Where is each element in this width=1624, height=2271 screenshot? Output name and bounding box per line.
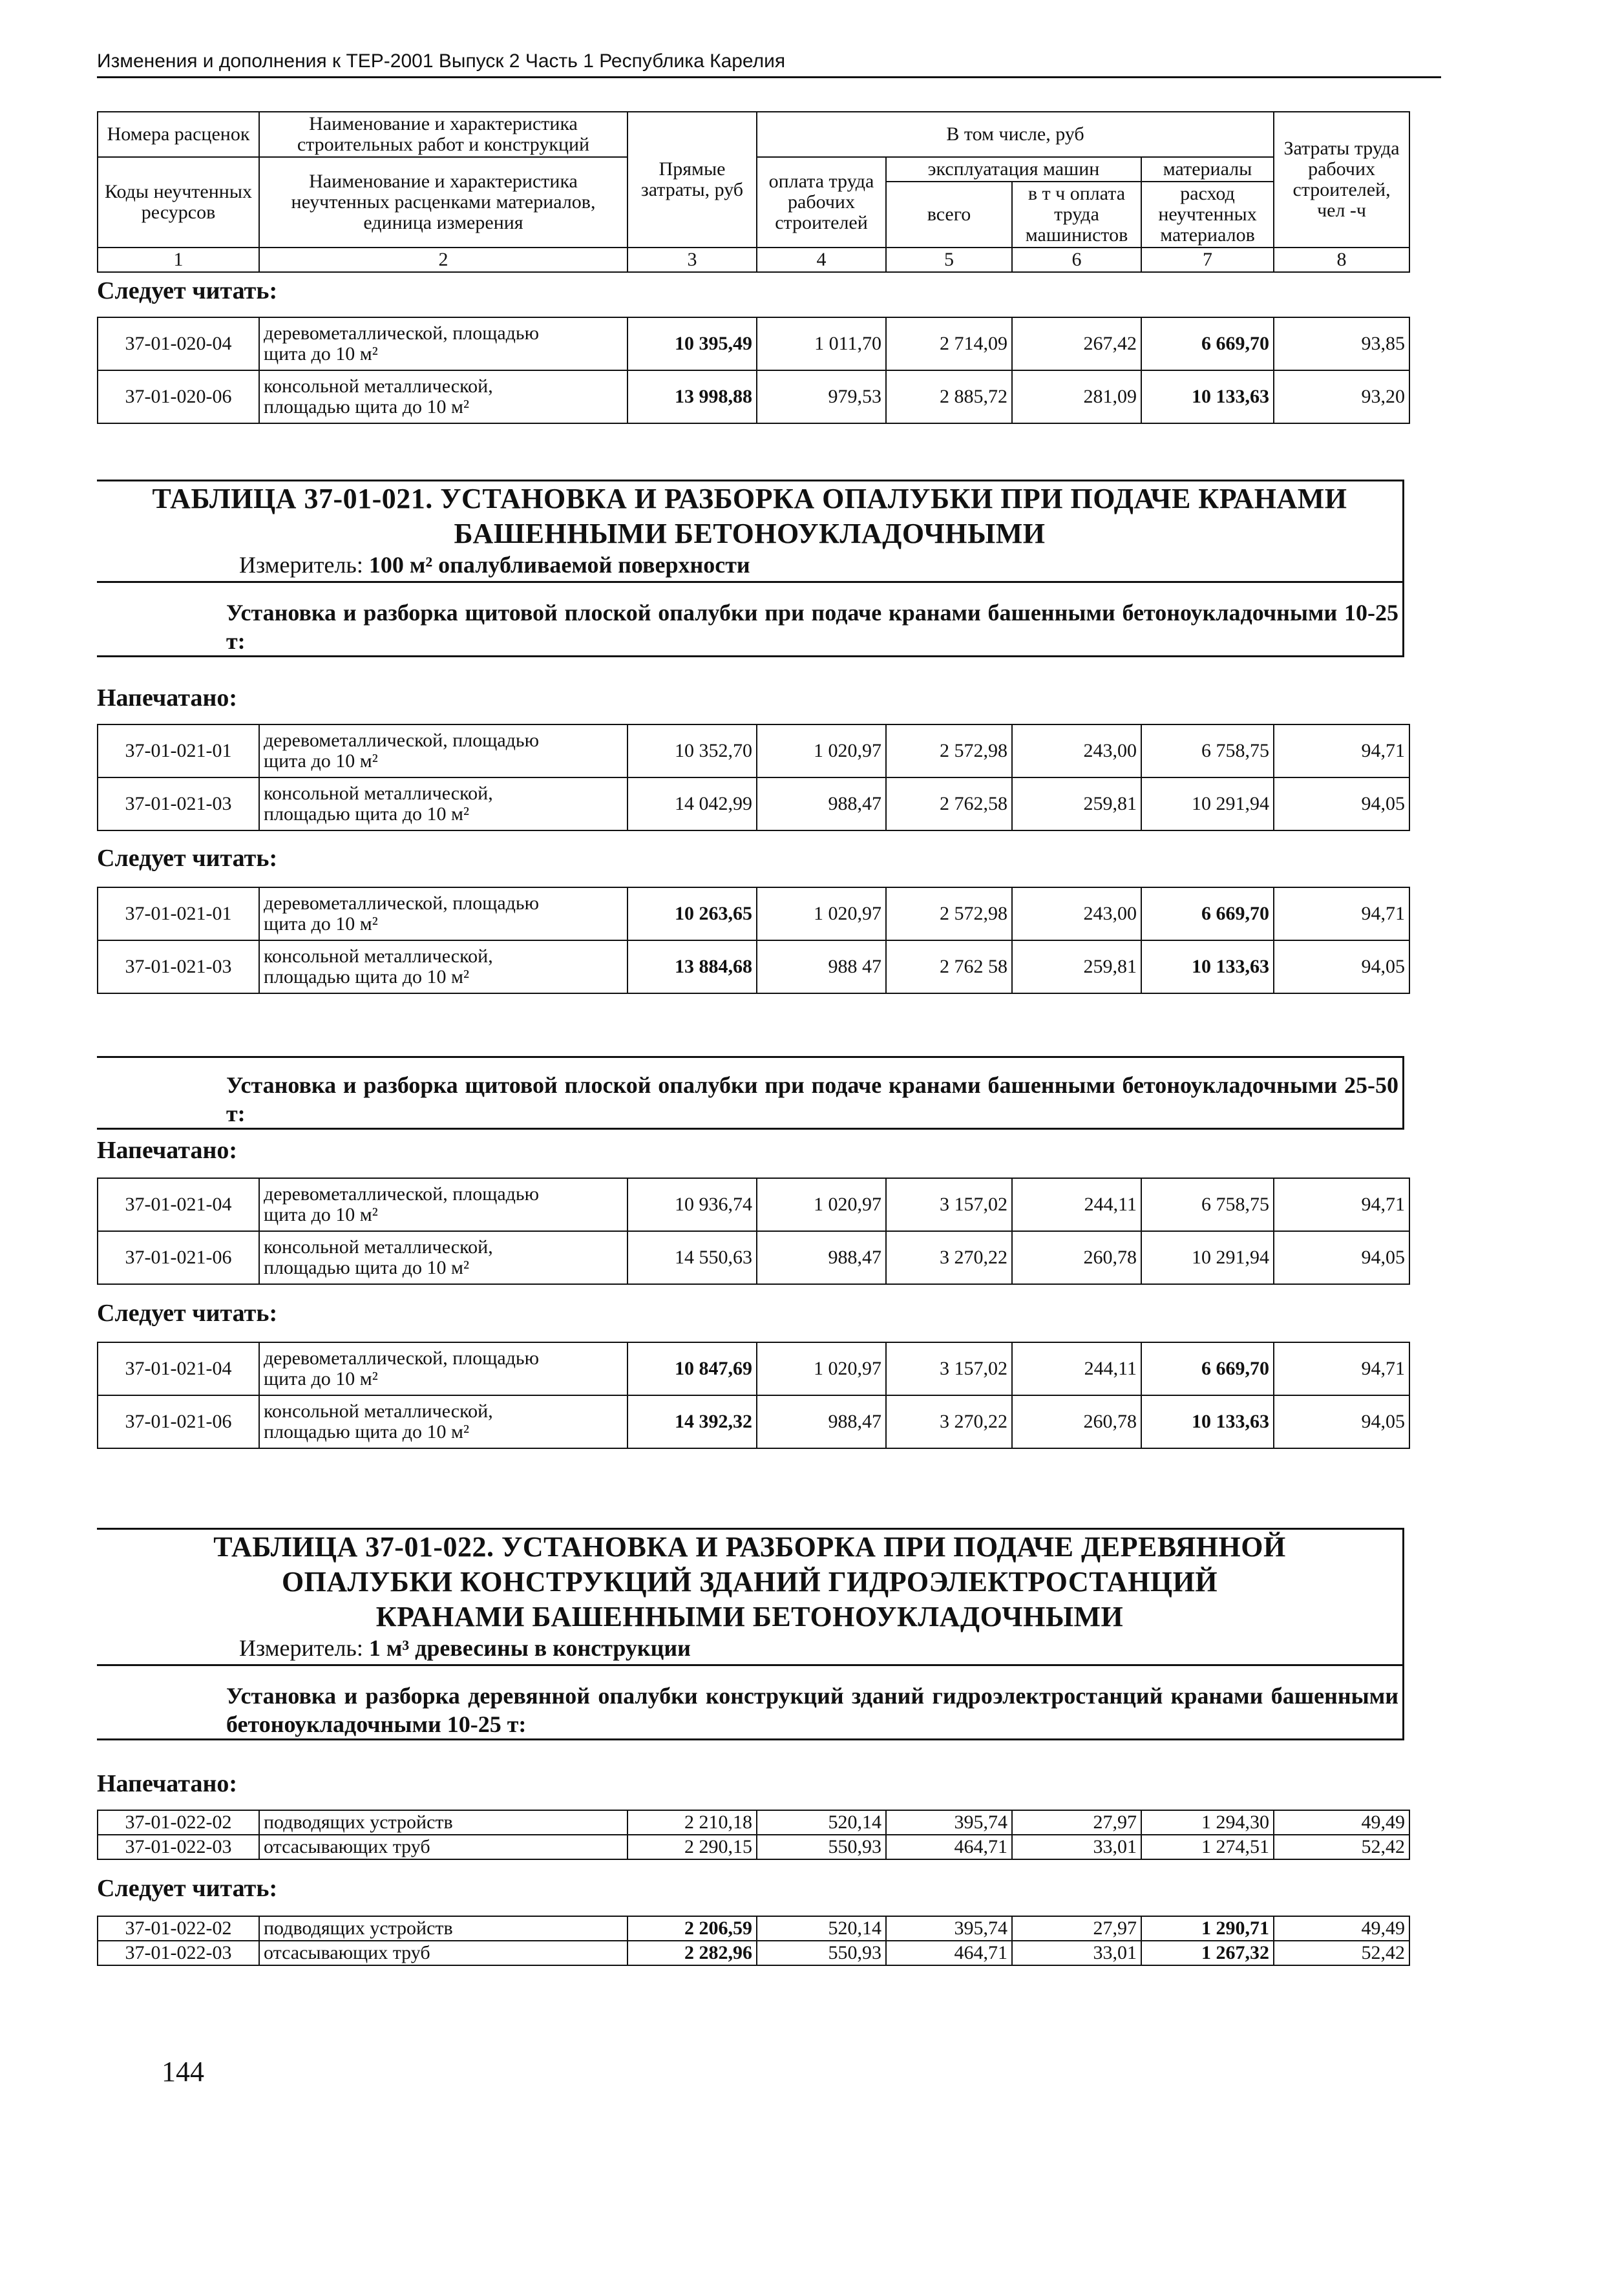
labor-costs: 49,49: [1274, 1916, 1409, 1941]
labor-costs: 94,71: [1274, 1178, 1409, 1231]
workers-pay: 1 020,97: [757, 1178, 886, 1231]
col-number: 4: [757, 248, 886, 272]
operators-pay: 259,81: [1012, 777, 1141, 830]
materials: 1 274,51: [1141, 1835, 1274, 1859]
subsection-25-50-box: [97, 1056, 1404, 1130]
direct-costs: 2 282,96: [627, 1941, 757, 1965]
machines-total: 464,71: [886, 1941, 1012, 1965]
running-header: Изменения и дополнения к ТЕР-2001 Выпуск 2 Часть 1 Республика Карелия: [97, 50, 1441, 78]
rate-description: деревометаллической, площадью щита до 10 м²: [259, 724, 627, 777]
rate-code: 37-01-022-03: [98, 1941, 259, 1965]
printed-label: Напечатано:: [97, 1770, 237, 1797]
table-row: [98, 317, 1409, 370]
rate-description: консольной металлической, площадью щита до 10 м²: [259, 370, 627, 423]
operators-pay: 33,01: [1012, 1941, 1141, 1965]
table-022-title-line2: ОПАЛУБКИ КОНСТРУКЦИЙ ЗДАНИЙ ГИДРОЭЛЕКТРОСТАНЦИЙ: [281, 1566, 1218, 1598]
rate-code: 37-01-021-03: [98, 940, 259, 993]
direct-costs: 10 395,49: [627, 317, 757, 370]
labor-costs: 52,42: [1274, 1835, 1409, 1859]
rate-code: 37-01-021-04: [98, 1178, 259, 1231]
materials: 10 291,94: [1141, 1231, 1274, 1284]
rates-table: [97, 887, 1410, 994]
materials: 1 267,32: [1141, 1941, 1274, 1965]
workers-pay: 1 020,97: [757, 887, 886, 940]
workers-pay: 979,53: [757, 370, 886, 423]
materials: 6 669,70: [1141, 887, 1274, 940]
col-head-operators-pay: в т ч оплата труда машинистов: [1012, 182, 1141, 248]
operators-pay: 260,78: [1012, 1231, 1141, 1284]
operators-pay: 244,11: [1012, 1342, 1141, 1395]
table-022-measure: Измеритель: 1 м³ древесины в конструкции: [97, 1634, 1402, 1666]
materials: 6 758,75: [1141, 1178, 1274, 1231]
col-head-material-name: Наименование и характеристика неучтенных расценками материалов, единица измерения: [259, 157, 627, 248]
rate-description: деревометаллической, площадью щита до 10 м²: [259, 1178, 627, 1231]
materials: 6 758,75: [1141, 724, 1274, 777]
direct-costs: 10 352,70: [627, 724, 757, 777]
direct-costs: 14 550,63: [627, 1231, 757, 1284]
direct-costs: 13 884,68: [627, 940, 757, 993]
direct-costs: 14 392,32: [627, 1395, 757, 1448]
workers-pay: 520,14: [757, 1810, 886, 1835]
col-number: 1: [98, 248, 259, 272]
rate-description: подводящих устройств: [259, 1810, 627, 1835]
rate-description: деревометаллической, площадью щита до 10 м²: [259, 1342, 627, 1395]
machines-total: 464,71: [886, 1835, 1012, 1859]
table-021-measure: Измеритель: 100 м² опалубливаемой поверхности: [97, 551, 1402, 583]
machines-total: 3 157,02: [886, 1342, 1012, 1395]
col-head-direct-costs: Прямые затраты, руб: [627, 112, 757, 248]
col-number: 6: [1012, 248, 1141, 272]
rate-description: консольной металлической, площадью щита до 10 м²: [259, 940, 627, 993]
labor-costs: 52,42: [1274, 1941, 1409, 1965]
col-number: 3: [627, 248, 757, 272]
rate-code: 37-01-021-04: [98, 1342, 259, 1395]
workers-pay: 988,47: [757, 777, 886, 830]
operators-pay: 281,09: [1012, 370, 1141, 423]
printed-label: Напечатано:: [97, 1137, 237, 1164]
rate-description: деревометаллической, площадью щита до 10 м²: [259, 887, 627, 940]
operators-pay: 243,00: [1012, 724, 1141, 777]
workers-pay: 988,47: [757, 1231, 886, 1284]
workers-pay: 1 011,70: [757, 317, 886, 370]
rate-code: 37-01-022-02: [98, 1916, 259, 1941]
col-number: 7: [1141, 248, 1274, 272]
rate-code: 37-01-020-06: [98, 370, 259, 423]
read-label: Следует читать:: [97, 1875, 278, 1902]
table-row: [98, 1342, 1409, 1395]
workers-pay: 520,14: [757, 1916, 886, 1941]
machines-total: 2 762,58: [886, 777, 1012, 830]
direct-costs: 2 206,59: [627, 1916, 757, 1941]
table-row: [98, 370, 1409, 423]
table-021-subheading-2: Установка и разборка щитовой плоской опалубки при подаче кранами башенными бетоноукладочными 25-50 т:: [97, 1071, 1402, 1130]
workers-pay: 550,93: [757, 1835, 886, 1859]
operators-pay: 27,97: [1012, 1916, 1141, 1941]
table-row: [98, 887, 1409, 940]
table-row: [98, 1395, 1409, 1448]
rate-description: отсасывающих труб: [259, 1835, 627, 1859]
workers-pay: 550,93: [757, 1941, 886, 1965]
machines-total: 2 885,72: [886, 370, 1012, 423]
labor-costs: 94,05: [1274, 777, 1409, 830]
labor-costs: 49,49: [1274, 1810, 1409, 1835]
rate-description: подводящих устройств: [259, 1916, 627, 1941]
labor-costs: 94,71: [1274, 724, 1409, 777]
direct-costs: 14 042,99: [627, 777, 757, 830]
col-number: 2: [259, 248, 627, 272]
table-021-title-line1: ТАБЛИЦА 37-01-021. УСТАНОВКА И РАЗБОРКА ОПАЛУБКИ ПРИ ПОДАЧЕ КРАНАМИ: [152, 483, 1347, 514]
materials: 6 669,70: [1141, 1342, 1274, 1395]
col-head-rate-number: Номера расценок: [98, 112, 259, 157]
rates-table: [97, 1916, 1410, 1966]
table-021-subheading-1: Установка и разборка щитовой плоской опалубки при подаче кранами башенными бетоноукладочными 10-25 т:: [97, 598, 1402, 657]
rate-code: 37-01-022-03: [98, 1835, 259, 1859]
operators-pay: 244,11: [1012, 1178, 1141, 1231]
column-header-table: [97, 111, 1410, 273]
rate-description: деревометаллической, площадью щита до 10 м²: [259, 317, 627, 370]
rate-code: 37-01-020-04: [98, 317, 259, 370]
direct-costs: 2 210,18: [627, 1810, 757, 1835]
machines-total: 2 762 58: [886, 940, 1012, 993]
rate-code: 37-01-021-06: [98, 1231, 259, 1284]
machines-total: 3 157,02: [886, 1178, 1012, 1231]
rate-code: 37-01-021-03: [98, 777, 259, 830]
rate-code: 37-01-021-01: [98, 724, 259, 777]
table-022-title-line1: ТАБЛИЦА 37-01-022. УСТАНОВКА И РАЗБОРКА ПРИ ПОДАЧЕ ДЕРЕВЯННОЙ: [213, 1531, 1286, 1563]
table-021-title-box: [97, 480, 1404, 657]
materials: 10 133,63: [1141, 370, 1274, 423]
col-head-machines: эксплуатация машин: [886, 157, 1141, 182]
rate-description: консольной металлической, площадью щита до 10 м²: [259, 1395, 627, 1448]
rates-table: [97, 724, 1410, 831]
rate-code: 37-01-022-02: [98, 1810, 259, 1835]
labor-costs: 94,05: [1274, 1231, 1409, 1284]
page-number: 144: [162, 2056, 204, 2087]
read-label: Следует читать:: [97, 1300, 278, 1327]
workers-pay: 1 020,97: [757, 724, 886, 777]
labor-costs: 93,85: [1274, 317, 1409, 370]
workers-pay: 988 47: [757, 940, 886, 993]
labor-costs: 94,05: [1274, 940, 1409, 993]
table-row: [98, 1916, 1409, 1941]
table-row: [98, 1178, 1409, 1231]
read-label: Следует читать:: [97, 277, 278, 304]
operators-pay: 267,42: [1012, 317, 1141, 370]
col-head-materials: материалы: [1141, 157, 1274, 182]
col-head-workers-pay: оплата труда рабочих строителей: [757, 157, 886, 248]
machines-total: 3 270,22: [886, 1231, 1012, 1284]
labor-costs: 94,05: [1274, 1395, 1409, 1448]
table-022-subheading: Установка и разборка деревянной опалубки конструкций зданий гидроэлектростанций кранами башенными бетоноукладочными 10-25 т:: [97, 1682, 1402, 1740]
table-row: [98, 1941, 1409, 1965]
direct-costs: 13 998,88: [627, 370, 757, 423]
table-row: [98, 940, 1409, 993]
rates-table: [97, 317, 1410, 424]
labor-costs: 93,20: [1274, 370, 1409, 423]
rate-code: 37-01-021-01: [98, 887, 259, 940]
rate-description: консольной металлической, площадью щита до 10 м²: [259, 1231, 627, 1284]
table-022-title-box: [97, 1528, 1404, 1740]
direct-costs: 2 290,15: [627, 1835, 757, 1859]
materials: 10 133,63: [1141, 1395, 1274, 1448]
machines-total: 2 714,09: [886, 317, 1012, 370]
rate-description: консольной металлической, площадью щита до 10 м²: [259, 777, 627, 830]
machines-total: 2 572,98: [886, 724, 1012, 777]
rates-table: [97, 1810, 1410, 1860]
machines-total: 395,74: [886, 1916, 1012, 1941]
col-head-including: В том числе, руб: [757, 112, 1274, 157]
materials: 6 669,70: [1141, 317, 1274, 370]
operators-pay: 260,78: [1012, 1395, 1141, 1448]
materials: 1 290,71: [1141, 1916, 1274, 1941]
rates-table: [97, 1342, 1410, 1449]
operators-pay: 33,01: [1012, 1835, 1141, 1859]
col-number: 8: [1274, 248, 1409, 272]
machines-total: 395,74: [886, 1810, 1012, 1835]
table-row: [98, 724, 1409, 777]
col-number: 5: [886, 248, 1012, 272]
read-label: Следует читать:: [97, 845, 278, 872]
machines-total: 3 270,22: [886, 1395, 1012, 1448]
rate-description: отсасывающих труб: [259, 1941, 627, 1965]
col-head-work-name: Наименование и характеристика строительных работ и конструкций: [259, 112, 627, 157]
direct-costs: 10 263,65: [627, 887, 757, 940]
table-021-title-line2: БАШЕННЫМИ БЕТОНОУКЛАДОЧНЫМИ: [454, 518, 1046, 549]
rate-code: 37-01-021-06: [98, 1395, 259, 1448]
operators-pay: 243,00: [1012, 887, 1141, 940]
direct-costs: 10 936,74: [627, 1178, 757, 1231]
table-row: [98, 1835, 1409, 1859]
workers-pay: 988,47: [757, 1395, 886, 1448]
rates-table: [97, 1178, 1410, 1285]
materials: 10 291,94: [1141, 777, 1274, 830]
table-row: [98, 777, 1409, 830]
col-head-labor-costs: Затраты труда рабочих строителей, чел -ч: [1274, 112, 1409, 248]
materials: 1 294,30: [1141, 1810, 1274, 1835]
machines-total: 2 572,98: [886, 887, 1012, 940]
col-head-material-use: расход неучтенных материалов: [1141, 182, 1274, 248]
col-head-resource-codes: Коды неучтенных ресурсов: [98, 157, 259, 248]
operators-pay: 27,97: [1012, 1810, 1141, 1835]
workers-pay: 1 020,97: [757, 1342, 886, 1395]
col-head-machines-total: всего: [886, 182, 1012, 248]
labor-costs: 94,71: [1274, 887, 1409, 940]
materials: 10 133,63: [1141, 940, 1274, 993]
direct-costs: 10 847,69: [627, 1342, 757, 1395]
table-row: [98, 1231, 1409, 1284]
table-022-title-line3: КРАНАМИ БАШЕННЫМИ БЕТОНОУКЛАДОЧНЫМИ: [375, 1601, 1124, 1632]
labor-costs: 94,71: [1274, 1342, 1409, 1395]
operators-pay: 259,81: [1012, 940, 1141, 993]
printed-label: Напечатано:: [97, 684, 237, 712]
table-row: [98, 1810, 1409, 1835]
